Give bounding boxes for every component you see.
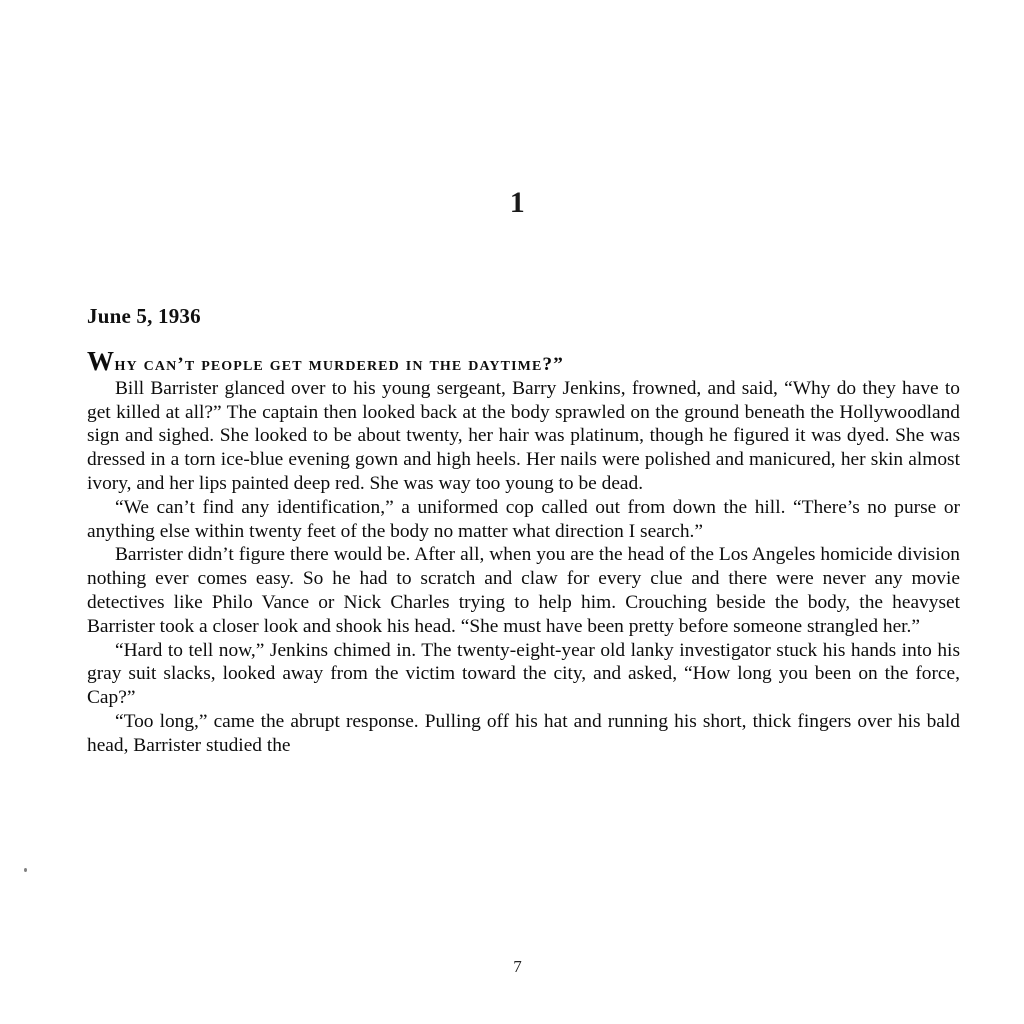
chapter-number: 1 [509, 186, 526, 219]
paragraph-2: “We can’t find any identification,” a uniformed cop called out from down the hill. “There’s no purse or anything else within twenty feet of the body no matter what direction I search.” [87, 496, 960, 542]
opening-line [87, 346, 960, 377]
paragraph-1: Bill Barrister glanced over to his young sergeant, Barry Jenkins, frowned, and said, “Why do they have to get killed at all?” The captain then looked back at the body sprawled on the ground beneath the Hollywoodland sign and sighed. She looked to be about twenty, her hair was platinum, though he figured it was dyed. She was dressed in a torn ice-blue evening gown and high heels. Her nails were polished and manicured, her skin almost ivory, and her lips painted deep red. She was way too young to be dead. [87, 377, 960, 495]
paragraph-5: “Too long,” came the abrupt response. Pulling off his hat and running his short, thick fingers over his bald head, Barrister studied the [87, 711, 960, 756]
opening-small-caps: hy can’t people get murdered in the daytime?” [114, 354, 564, 376]
paragraph-opening [87, 346, 960, 377]
paragraph-3: Barrister didn’t figure there would be. After all, when you are the head of the Los Angeles homicide division nothing ever comes easy. So he had to scratch and claw for every clue and there were never any movie detectives like Philo Vance or Nick Charles trying to help him. Crouching beside the body, the heavyset Barrister took a closer look and shook his head. “She must have been pretty before someone strangled her.” [87, 544, 960, 637]
dateline-heading: June 5, 1936 [87, 304, 201, 328]
scan-artifact-speck [24, 868, 27, 872]
page-number-folio: 7 [513, 957, 522, 976]
page-text-block [87, 305, 960, 758]
drop-cap-initial: W [87, 346, 115, 377]
paragraph-4: “Hard to tell now,” Jenkins chimed in. The twenty-eight-year old lanky investigator stuck his hands into his gray suit slacks, looked away from the victim toward the city, and asked, “How long you been on the force, Cap?” [87, 639, 960, 709]
